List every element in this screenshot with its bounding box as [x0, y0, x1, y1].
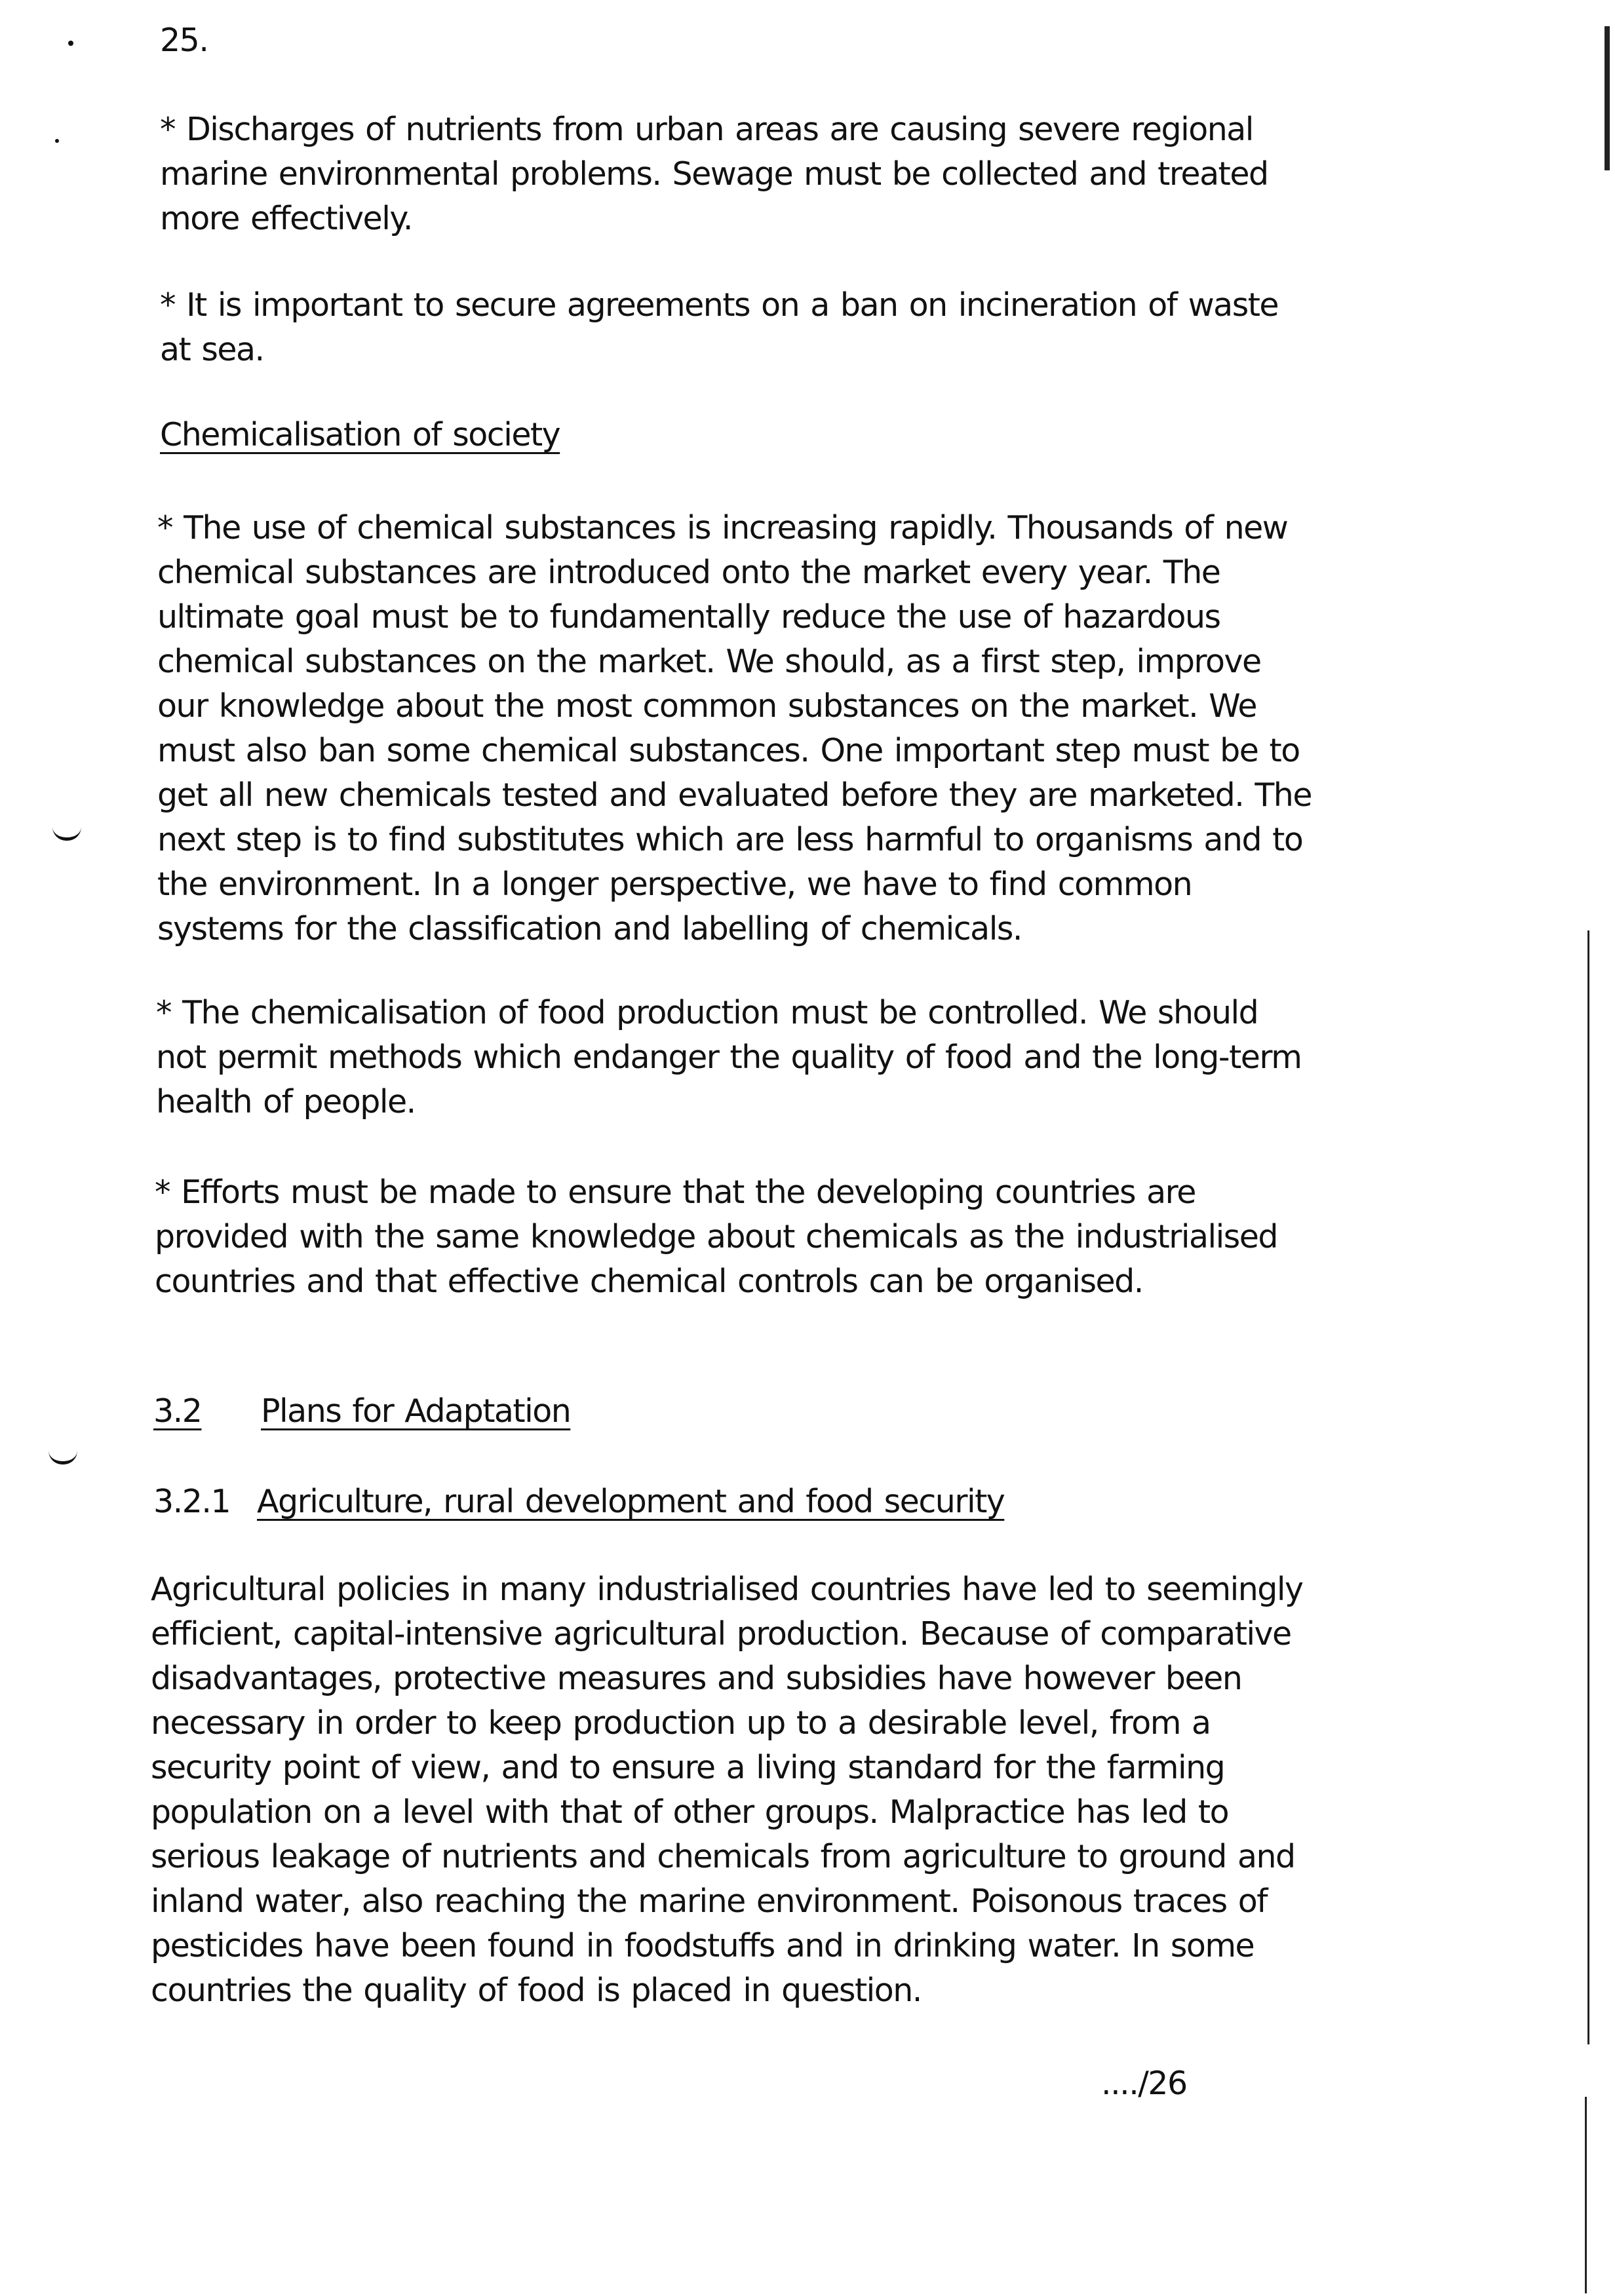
margin-dot [68, 41, 73, 46]
margin-bracket-mark [52, 827, 81, 841]
section-number-3-2-1: 3.2.1 [153, 1483, 231, 1520]
section-title-3-2: Plans for Adaptation [261, 1392, 571, 1430]
scan-edge-line [1585, 2097, 1587, 2293]
bullet-text: * Discharges of nutrients from urban areas are causing severe regional marine environmental problems. Sewage must be collected and treated more effectively. [160, 111, 1268, 237]
page-number: 25. [160, 22, 208, 59]
paragraph-developing-countries [155, 1170, 1295, 1304]
bullet-marine-nutrients [160, 107, 1300, 241]
paragraph-text: * Efforts must be made to ensure that the developing countries are provided with the same knowledge about chemicals as the industrialised countries and that effective chemical controls can be organised. [155, 1174, 1278, 1300]
paragraph-text: * The use of chemical substances is increasing rapidly. Thousands of new chemical substances are introduced onto the market every year. The ultimate goal must be to fundamentally reduce the use of hazardous chemical substances on the market. We should, as a first step, improve our knowledge about the most common substances on the market. We must also ban some chemical substances. One important step must be to get all new chemicals tested and evaluated before they are marketed. The next step is to find substitutes which are less harmful to organisms and to the environment. In a longer perspective, we have to find common systems for the classification and labelling of chemicals. [157, 509, 1312, 947]
margin-dot [55, 139, 59, 143]
scan-edge-mark [1605, 26, 1610, 170]
scan-edge-line [1587, 930, 1589, 2044]
bullet-text: * It is important to secure agreements on a ban on incineration of waste at sea. [160, 286, 1279, 368]
paragraph-text: Agricultural policies in many industrialised countries have led to seemingly efficient, capital-intensive agricultural production. Because of comparative disadvantages, protective measures and subsidies have however been necessary in order to keep production up to a desirable level, from a security point of view, and to ensure a living standard for the farming population on a level with that of other groups. Malpractice has led to serious leakage of nutrients and chemicals from agriculture to ground and inland water, also reaching the marine environment. Poisonous traces of pesticides have been found in foodstuffs and in drinking water. In some countries the quality of food is placed in question. [151, 1571, 1303, 2009]
continuation-marker: ..../26 [1101, 2065, 1187, 2102]
paragraph-food-production [156, 991, 1310, 1124]
paragraph-agriculture [151, 1567, 1311, 2013]
section-heading-chemicalisation: Chemicalisation of society [160, 416, 560, 453]
section-title-3-2-1: Agriculture, rural development and food security [257, 1483, 1005, 1520]
paragraph-text: * The chemicalisation of food production must be controlled. We should not permit methods which endanger the quality of food and the long-term health of people. [156, 994, 1302, 1120]
bullet-marine-incineration [160, 283, 1300, 372]
paragraph-chemical-substances [157, 506, 1317, 951]
section-number-3-2: 3.2 [153, 1392, 202, 1430]
margin-bracket-mark [49, 1451, 77, 1464]
